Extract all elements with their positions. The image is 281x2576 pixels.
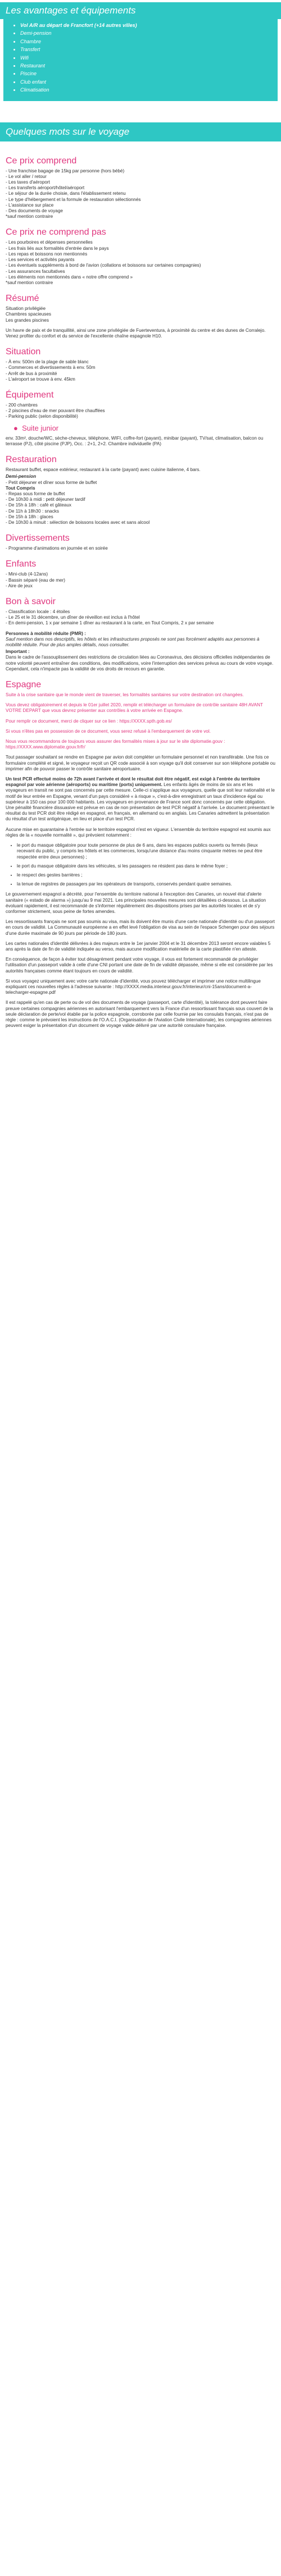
list-line: - Les repas et boissons non mentionnés	[6, 251, 88, 257]
list-line: - L'aéroport se trouve à env. 45km	[6, 376, 75, 382]
list-line: - Le type d'hébergement et la formule de restauration sélectionnés	[6, 197, 141, 202]
list-line: - Les taxes d'aéroport	[6, 180, 50, 185]
room-description: env. 33m², douche/WC, sèche-cheveux, téléphone, WIFI, coffre-fort (payant), minibar (payant), TV/sat, climatisation, balcon ou terrasse (PJ), côté piscine (PJP), Occ. : 2+1, 2+2. Chambre individuelle (PA)	[6, 435, 264, 446]
important-text: Dans le cadre de l'assouplissement des restrictions de circulation liées au Coronavirus, des décisions officielles indépendantes de notre volonté peuvent entraîner des conditions, des modifications, voire l'interruption des services prévus au cours de votre voyage.	[6, 655, 274, 666]
important-text-2: Cependant, cela n'impacte pas la validité de vos droits de recours en garantie.	[6, 666, 165, 672]
espagne-notice: Vous devez obligatoirement et depuis le 01er juillet 2020, remplir et télécharger un formulaire de contrôle sanitaire 48H AVANT VOTRE DEPART que vous devrez présenter aux contrôles à votre arrivée en Espagne.	[6, 702, 263, 714]
list-line: - Commerces et divertissements à env. 50m	[6, 365, 96, 371]
section-title-equipement: Équipement	[6, 390, 54, 400]
amenity-item: • Transfert	[20, 45, 278, 53]
section-title-situation: Situation	[6, 347, 41, 357]
espagne-paragraph: En conséquence, de façon à éviter tout désagrément pendant votre voyage, il vous est fortement recommandé de privilégier l'utilisation d'un passeport valide à celle d'une CNI portant une date de fin de validité dépassée, même si elle est considérée par les autorités françaises comme étant toujours en cours de validité.	[6, 957, 273, 974]
list-line: - De 15h à 18h : café et gâteaux	[6, 503, 71, 508]
section-title-enfants: Enfants	[6, 559, 37, 569]
amenity-item: • Vol A/R au départ de Francfort (+14 autres villes)	[20, 21, 278, 29]
resume-list	[6, 306, 275, 323]
list-line: - Classification locale : 4 étoiles	[6, 609, 70, 614]
list-line: - Une franchise bagage de 15kg par personne (hors bébé)	[6, 168, 125, 173]
list-line: - De 10h30 à midi : petit déjeuner tardif	[6, 497, 85, 503]
list-line: - Le vol aller / retour	[6, 173, 47, 179]
amenity-item: • Demi-pension	[20, 29, 278, 37]
espagne-paragraph: Tout passager souhaitant se rendre en Espagne par avion doit compléter un formulaire personnel et non transférable. Une fois ce formulaire complété et signé, le voyageur reçoit un QR code associé à son voyage qu'il doit conserver sur son téléphone portable ou imprimer afin de pouvoir passer le contrôle sanitaire aéroportuaire.	[6, 755, 275, 771]
list-line: - 200 chambres	[6, 402, 38, 408]
list-line: Chambres spacieuses	[6, 312, 52, 317]
important-label: Important :	[6, 649, 30, 655]
list-line: Les grandes piscines	[6, 317, 49, 323]
list-line: - Repas sous forme de buffet	[6, 491, 65, 496]
section-title-divertissements: Divertissements	[6, 533, 70, 543]
keywords-title: Quelques mots sur le voyage	[6, 126, 130, 137]
amenity-item: • Club enfant	[20, 78, 278, 86]
rule-item: • le port du masque obligatoire pour toute personne de plus de 6 ans, dans les espaces publics ouverts ou fermés (lieux recevant du public, y compris les hôtels et les commerces, lorsqu'une distance d'au moins cinquante mètres ne peut être respectée entre deux personnes) ;	[17, 843, 275, 860]
section-title-espagne: Espagne	[6, 680, 42, 690]
espagne-notice: Si vous n'êtes pas en possession de ce document, vous serez refusé à l'embarquement de votre vol.	[6, 728, 211, 734]
section-title-restauration: Restauration	[6, 455, 57, 465]
pmr-label: Personnes à mobilité réduite (PMR) :	[6, 631, 86, 636]
list-line: - Bassin séparé (eau de mer)	[6, 577, 66, 583]
rule-item: • la tenue de registres de passagers par les opérateurs de transports, conservés pendant quatre semaines.	[17, 881, 275, 887]
list-line: - De 15h à 18h : glaces	[6, 514, 53, 519]
pcr-text: Les enfants âgés de moins de six ans et les voyageurs en transit ne sont pas concernés par cette mesure. Celle-ci s'applique aux voyageurs, quelle que soit leur nationalité et le motif de leur entrée en Espagne, venant d'un pays considéré « à risque », c'est-à-dire enregistrant un taux d'incidence égal ou supérieur à 150 cas pour 100 000 habitants. Les voyageurs en provenance de France sont donc concernés par cette obligation. Une pénalité financière dissuasive est prévue en cas de non présentation de test PCR négatif à l'arrivée. Le document présentant le résultat du test PCR doit être rédigé en espagnol, en français, en allemand ou en anglais. Les Canaries admettent la présentation du résultat d'un test antigénique, en lieu et place d'un test PCR.	[6, 782, 275, 822]
list-line: - Le séjour de la durée choisie, dans l'établissement retenu	[6, 191, 126, 197]
espagne-paragraph: Le gouvernement espagnol a décrété, pour l'ensemble du territoire national à l'exception des Canaries, un nouvel état d'alerte sanitaire (« estado de alarma ») jusqu'au 9 mai 2021. Les principales nouvelles mesures sont détaillées ci-dessous. La situation évoluant rapidement, il est recommandé de s'informer régulièrement des dispositions prises par les autorités locales et de s'y conformer strictement, sous peine de fortes amendes.	[6, 892, 266, 914]
list-line: - De 10h30 à minuit : sélection de boissons locales avec et sans alcool	[6, 519, 150, 525]
list-line: - Les frais liés aux formalités d'entrée dans le pays	[6, 245, 109, 251]
restauration-intro: Restaurant buffet, espace extérieur, restaurant à la carte (payant) avec cuisine italienne, 4 bars.	[6, 467, 201, 473]
list-line: - En demi-pension, 1 x par semaine 1 dîner au restaurant à la carte, en Tout Compris, 2 x par semaine	[6, 620, 214, 626]
espagne-pcr-paragraph	[6, 777, 275, 823]
list-line: - Mini-club (4-12ans)	[6, 572, 48, 577]
list-line: *sauf mention contraire	[6, 214, 53, 220]
list-line: - Les éventuels suppléments à bord de l'avion (collations et boissons sur certaines compagnies)	[6, 263, 201, 268]
list-line: - Des documents de voyage	[6, 208, 63, 214]
pcr-bold-text: Un test PCR effectué moins de 72h avant l'arrivée et dont le résultat doit être négatif, est exigé à l'entrée du territoire espagnol par voie aérienne (aéroports) ou maritime (ports) uniquement.	[6, 777, 260, 788]
espagne-form-link[interactable]: Pour remplir ce document, merci de cliquer sur ce lien : https://XXXX.spth.gob.es/	[6, 718, 172, 724]
tout-compris-label: Tout Compris	[6, 485, 35, 491]
list-line: - À env. 500m de la plage de sable blanc	[6, 359, 89, 365]
situation-list	[6, 359, 275, 382]
diplomatie-link[interactable]: Nous vous recommandons de toujours vous assurer des formalités mises à jour sur le site diplomatie.gouv : https://XXXX.www.diplomatie.gouv.fr/fr/	[6, 739, 225, 750]
demi-pension-label: Demi-pension	[6, 474, 37, 479]
list-line: - 2 piscines d'eau de mer pouvant être chauffées	[6, 408, 105, 414]
list-line: - Les transferts aéroport/hôtel/aéroport	[6, 185, 85, 191]
list-line: - Arrêt de bus à proximité	[6, 371, 57, 376]
resume-paragraph: Un havre de paix et de tranquillité, ainsi une zone privilégiée de Fuerteventura, à proximité du centre et des dunes de Corralejo. Venez profiter du confort et du service de l'excellente chaîne espagnole H10.	[6, 327, 266, 339]
amenity-item: • Restaurant	[20, 62, 278, 70]
advantages-title: Les avantages et équipements	[6, 5, 136, 16]
amenity-item: • Wifi	[20, 54, 278, 62]
amenity-item: • Climatisation	[20, 86, 278, 94]
rule-item: • le port du masque obligatoire dans les véhicules, si les passagers ne résident pas dans le même foyer ;	[17, 864, 275, 869]
section-title-prix-non-compris: Ce prix ne comprend pas	[6, 227, 106, 237]
list-line: - Les assurances facultatives	[6, 268, 65, 274]
list-line: - Parking public (selon disponibilité)	[6, 414, 78, 419]
amenity-item: • Piscine	[20, 70, 278, 77]
list-line: - Aire de jeux	[6, 583, 33, 588]
advantages-header	[0, 2, 281, 19]
espagne-paragraph: Les ressortissants français ne sont pas soumis au visa, mais ils doivent être munis d'une carte nationale d'identité ou d'un passeport en cours de validité. La Communauté européenne a en effet levé l'obligation de visa au sein de l'espace Schengen pour des séjours d'une durée maximale de 90 jours par période de 180 jours.	[6, 919, 275, 936]
amenities-panel	[3, 19, 278, 101]
section-title-bon-a-savoir: Bon à savoir	[6, 597, 56, 606]
espagne-paragraph: Il est rappelé qu'en cas de perte ou de vol des documents de voyage (passeport, carte d'identité), la tolérance dont peuvent faire preuve certaines compagnies aériennes en autorisant l'embarquement vers la France d'un ressortissant français sous couvert de la seule déclaration de perte/vol établie par la police espagnole, corroborée par celle fournie par les consulats français, n'est pas de règle : comme le prévoient les instructions de l'O.A.C.I. (Organisation de l'Aviation Civile Internationale), les compagnies aériennes peuvent exiger la présentation d'un document de voyage valide délivré par une autorité consulaire française.	[6, 1000, 273, 1029]
espagne-paragraph: Les cartes nationales d'identité délivrées à des majeurs entre le 1er janvier 2004 et le 31 décembre 2013 seront encore valables 5 ans après la date de fin de validité indiquée au verso, mais aucune modification matérielle de la carte plastifiée n'en atteste.	[6, 940, 271, 952]
list-line: Situation privilégiée	[6, 306, 46, 312]
amenity-item: • Chambre	[20, 38, 278, 45]
list-line: - Les pourboires et dépenses personnelles	[6, 240, 93, 245]
room-type-title: Suite junior	[22, 423, 59, 432]
trip-details	[0, 141, 281, 1029]
list-line: - Petit déjeuner et dîner sous forme de buffet	[6, 479, 97, 485]
list-line: *sauf mention contraire	[6, 280, 53, 285]
list-line: - De 11h à 18h30 : snacks	[6, 508, 59, 514]
rule-item: • le respect des gestes barrières ;	[17, 873, 275, 878]
section-title-prix-compris: Ce prix comprend	[6, 156, 77, 166]
espagne-notice: Suite à la crise sanitaire que le monde vient de traverser, les formalités sanitaires sur votre destination ont changées.	[6, 692, 244, 698]
room-type-heading	[13, 423, 275, 432]
section-title-resume: Résumé	[6, 294, 39, 304]
equipement-list	[6, 403, 275, 420]
list-line: - Programme d'animations en journée et en soirée	[6, 546, 108, 551]
list-line: - Les services et activités payants	[6, 257, 75, 263]
prix-compris-list	[6, 168, 275, 220]
keywords-header	[0, 122, 281, 141]
amenities-list	[3, 21, 278, 94]
list-line: - L'assistance sur place	[6, 202, 54, 208]
espagne-paragraph: Si vous voyagez uniquement avec votre carte nationale d'identité, vous pouvez télécharger et imprimer une notice multilingue expliquant ces nouvelles règles à l'adresse suivante : http://XXXX.media.interieur.gouv.fr/interieur/cni-15ans/document-a-telecharger-espagne.pdf	[6, 978, 261, 995]
list-line: - Le 25 et le 31 décembre, un dîner de réveillon est inclus à l'hôtel	[6, 615, 140, 620]
pmr-text: Sauf mention dans nos descriptifs, les hôtels et les infrastructures proposés ne sont pas forcément adaptés aux personnes à mobilité réduite. Pour de plus amples détails, nous consulter.	[6, 636, 260, 648]
rules-list	[17, 843, 275, 887]
bullet-dot-icon: ●	[13, 423, 18, 432]
espagne-paragraph: Aucune mise en quarantaine à l'entrée sur le territoire espagnol n'est en vigueur. L'ensemble du territoire espagnol est soumis aux règles de la « nouvelle normalité », qui prévoient notamment :	[6, 826, 271, 838]
list-line: - Les éléments non mentionnés dans « notre offre comprend »	[6, 274, 133, 280]
prix-non-compris-list	[6, 240, 275, 286]
